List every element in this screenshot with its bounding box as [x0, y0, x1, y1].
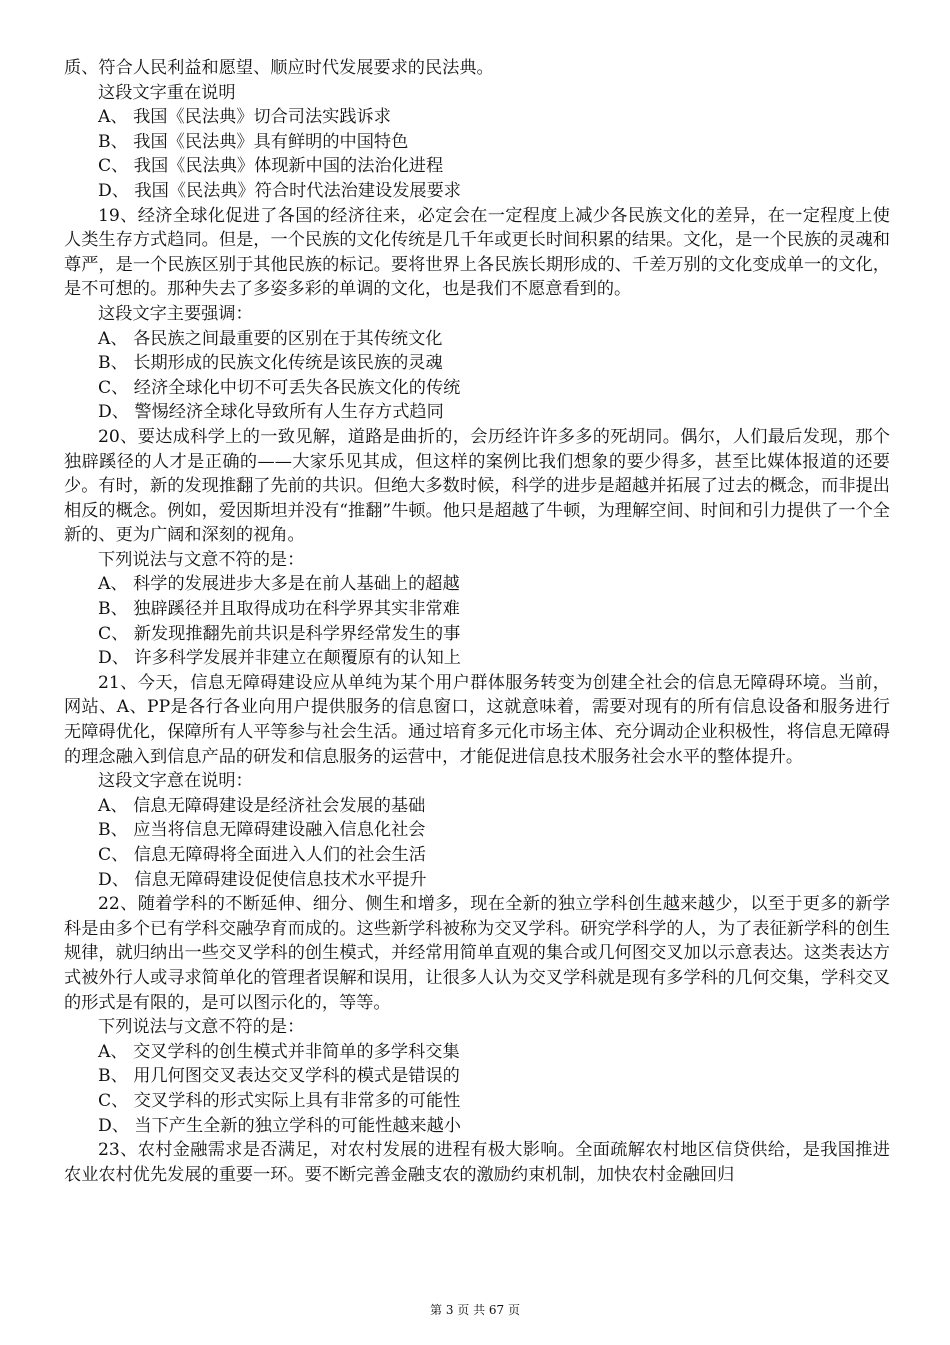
- question-22-stem: 下列说法与文意不符的是：: [98, 1017, 305, 1038]
- question-19-option-c: C、 经济全球化中切不可丢失各民族文化的传统: [98, 377, 461, 398]
- question-21-option-d: D、 信息无障碍建设促使信息技术水平提升: [98, 869, 427, 890]
- question-21-option-a: A、 信息无障碍建设是经济社会发展的基础: [98, 795, 426, 816]
- document-page: [64, 56, 890, 1187]
- question-20-option-b: B、 独辟蹊径并且取得成功在科学界其实非常难: [98, 599, 460, 620]
- question-21-stem: 这段文字意在说明：: [98, 771, 253, 792]
- question-20-option-c: C、 新发现推翻先前共识是科学界经常发生的事: [98, 623, 461, 644]
- page-footer: 第 3 页 共 67 页: [430, 1303, 520, 1317]
- intro-option-a: A、 我国《民法典》切合司法实践诉求: [98, 107, 391, 128]
- intro-tail: 质、符合人民利益和愿望、顺应时代发展要求的民法典。: [64, 58, 494, 78]
- question-20-option-d: D、 许多科学发展并非建立在颠覆原有的认知上: [98, 648, 461, 669]
- intro-option-c: C、 我国《民法典》体现新中国的法治化进程: [98, 156, 444, 177]
- question-22-option-d: D、 当下产生全新的独立学科的可能性越来越小: [98, 1115, 461, 1136]
- question-22-option-c: C、 交叉学科的形式实际上具有非常多的可能性: [98, 1090, 461, 1111]
- question-19-passage: 19、经济全球化促进了各国的经济往来，必定会在一定程度上减少各民族文化的差异，在一定程度上使人类生存方式趋同。但是，一个民族的文化传统是几千年或更长时间积累的结果。文化，是一个民族的灵魂和尊严，是一个民族区别于其他民族的标记。要将世界上各民族长期形成的、千差万别的文化变成单一的文化，是不可想的。那种失去了多姿多彩的单调的文化，也是我们不愿意看到的。: [64, 205, 890, 300]
- question-20-option-a: A、 科学的发展进步大多是在前人基础上的超越: [98, 574, 460, 595]
- question-20-stem: 下列说法与文意不符的是：: [98, 549, 305, 570]
- question-22-option-b: B、 用几何图交叉表达交叉学科的模式是错误的: [98, 1066, 460, 1087]
- question-19-option-b: B、 长期形成的民族文化传统是该民族的灵魂: [98, 353, 443, 374]
- intro-option-d: D、 我国《民法典》符合时代法治建设发展要求: [98, 180, 461, 201]
- intro-stem: 这段文字重在说明: [98, 82, 236, 103]
- intro-option-b: B、 我国《民法典》具有鲜明的中国特色: [98, 131, 409, 152]
- question-21-option-b: B、 应当将信息无障碍建设融入信息化社会: [98, 820, 426, 841]
- question-20-passage: 20、要达成科学上的一致见解，道路是曲折的，会历经许许多多的死胡同。偶尔，人们最后发现，那个独辟蹊径的人才是正确的——大家乐见其成，但这样的案例比我们想象的要少得多，甚至比媒体报道的还要少。有时，新的发现推翻了先前的共识。但绝大多数时候，科学的进步是超越并拓展了过去的概念，而非提出相反的概念。例如，爱因斯坦并没有“推翻”牛顿。他只是超越了牛顿，为理解空间、时间和引力提供了一个全新的、更为广阔和深刻的视角。: [64, 426, 890, 546]
- question-21-passage: 21、今天，信息无障碍建设应从单纯为某个用户群体服务转变为创建全社会的信息无障碍环境。当前，网站、A、PP是各行各业向用户提供服务的信息窗口，这就意味着，需要对现有的所有信息设备和服务进行无障碍优化，保障所有人平等参与社会生活。通过培育多元化市场主体、充分调动企业积极性，将信息无障碍的理念融入到信息产品的研发和信息服务的运营中，才能促进信息技术服务社会水平的整体提升。: [64, 672, 890, 767]
- question-22-passage: 22、随着学科的不断延伸、细分、侧生和增多，现在全新的独立学科创生越来越少，以至于更多的新学科是由多个已有学科交融孕育而成的。这些新学科被称为交叉学科。研究学科学的人，为了表征新学科的创生规律，就归纳出一些交叉学科的创生模式，并经常用简单直观的集合或几何图交叉加以示意表达。这类表达方式被外行人或寻求简单化的管理者误解和误用，让很多人认为交叉学科就是现有多学科的几何交集，学科交叉的形式是有限的，是可以图示化的，等等。: [64, 894, 890, 1013]
- question-21-option-c: C、 信息无障碍将全面进入人们的社会生活: [98, 845, 426, 865]
- question-19-option-a: A、 各民族之间最重要的区别在于其传统文化: [98, 328, 443, 349]
- question-19-option-d: D、 警惕经济全球化导致所有人生存方式趋同: [98, 402, 444, 423]
- question-22-option-a: A、 交叉学科的创生模式并非简单的多学科交集: [98, 1041, 460, 1062]
- question-23-passage: 23、农村金融需求是否满足，对农村发展的进程有极大影响。全面疏解农村地区信贷供给，是我国推进农业农村优先发展的重要一环。要不断完善金融支农的激励约束机制，加快农村金融回归: [64, 1140, 890, 1185]
- question-19-stem: 这段文字主要强调：: [98, 303, 253, 324]
